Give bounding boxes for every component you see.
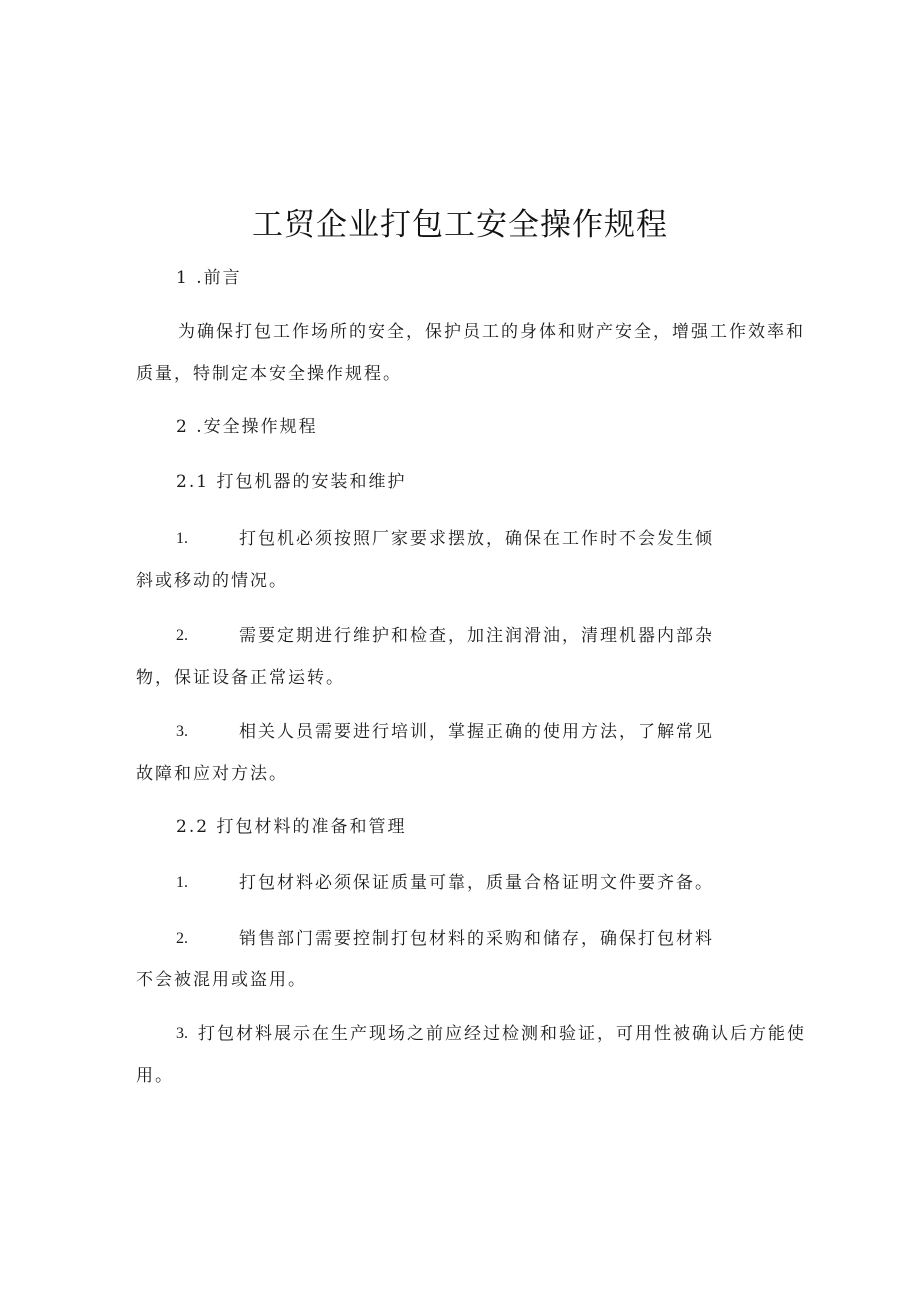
list-item-line-1: 销售部门需要控制打包材料的采购和储存，确保打包材料 (239, 929, 714, 949)
list-item-line-2: 斜或移动的情况。 (136, 571, 288, 591)
list-item-line-1: 需要定期进行维护和检查，加注润滑油，清理机器内部杂 (239, 626, 714, 646)
document-title: 工贸企业打包工安全操作规程 (252, 207, 668, 243)
list-item-line-1: 打包材料必须保证质量可靠，质量合格证明文件要齐备。 (239, 873, 714, 893)
list-item-number: 3. (176, 1025, 188, 1042)
list-item-line-2: 物，保证设备正常运转。 (136, 668, 345, 688)
subsection-2-1-heading: 2.1 打包机器的安装和维护 (176, 472, 407, 492)
list-item-number: 1. (176, 530, 188, 547)
list-item-line-2: 用。 (136, 1066, 174, 1086)
list-item-number: 3. (176, 723, 188, 740)
list-item-line-1: 相关人员需要进行培训，掌握正确的使用方法，了解常见 (239, 722, 714, 742)
subsection-2-2-heading: 2.2 打包材料的准备和管理 (176, 817, 407, 837)
section-1-paragraph-line-2: 质量，特制定本安全操作规程。 (136, 364, 402, 384)
list-item-line-1: 打包机必须按照厂家要求摆放，确保在工作时不会发生倾 (239, 529, 714, 549)
section-1-paragraph-line-1: 为确保打包工作场所的安全，保护员工的身体和财产安全，增强工作效率和 (178, 322, 805, 342)
section-2-heading: 2 .安全操作规程 (176, 417, 318, 437)
list-item-number: 2. (176, 627, 188, 644)
list-item-line-2: 故障和应对方法。 (136, 764, 288, 784)
list-item-line-2: 不会被混用或盗用。 (136, 970, 307, 990)
section-1-heading: 1 .前言 (176, 268, 242, 288)
list-item-number: 1. (176, 874, 188, 891)
list-item-line-1: 打包材料展示在生产现场之前应经过检测和验证，可用性被确认后方能使 (198, 1024, 806, 1044)
list-item-number: 2. (176, 930, 188, 947)
